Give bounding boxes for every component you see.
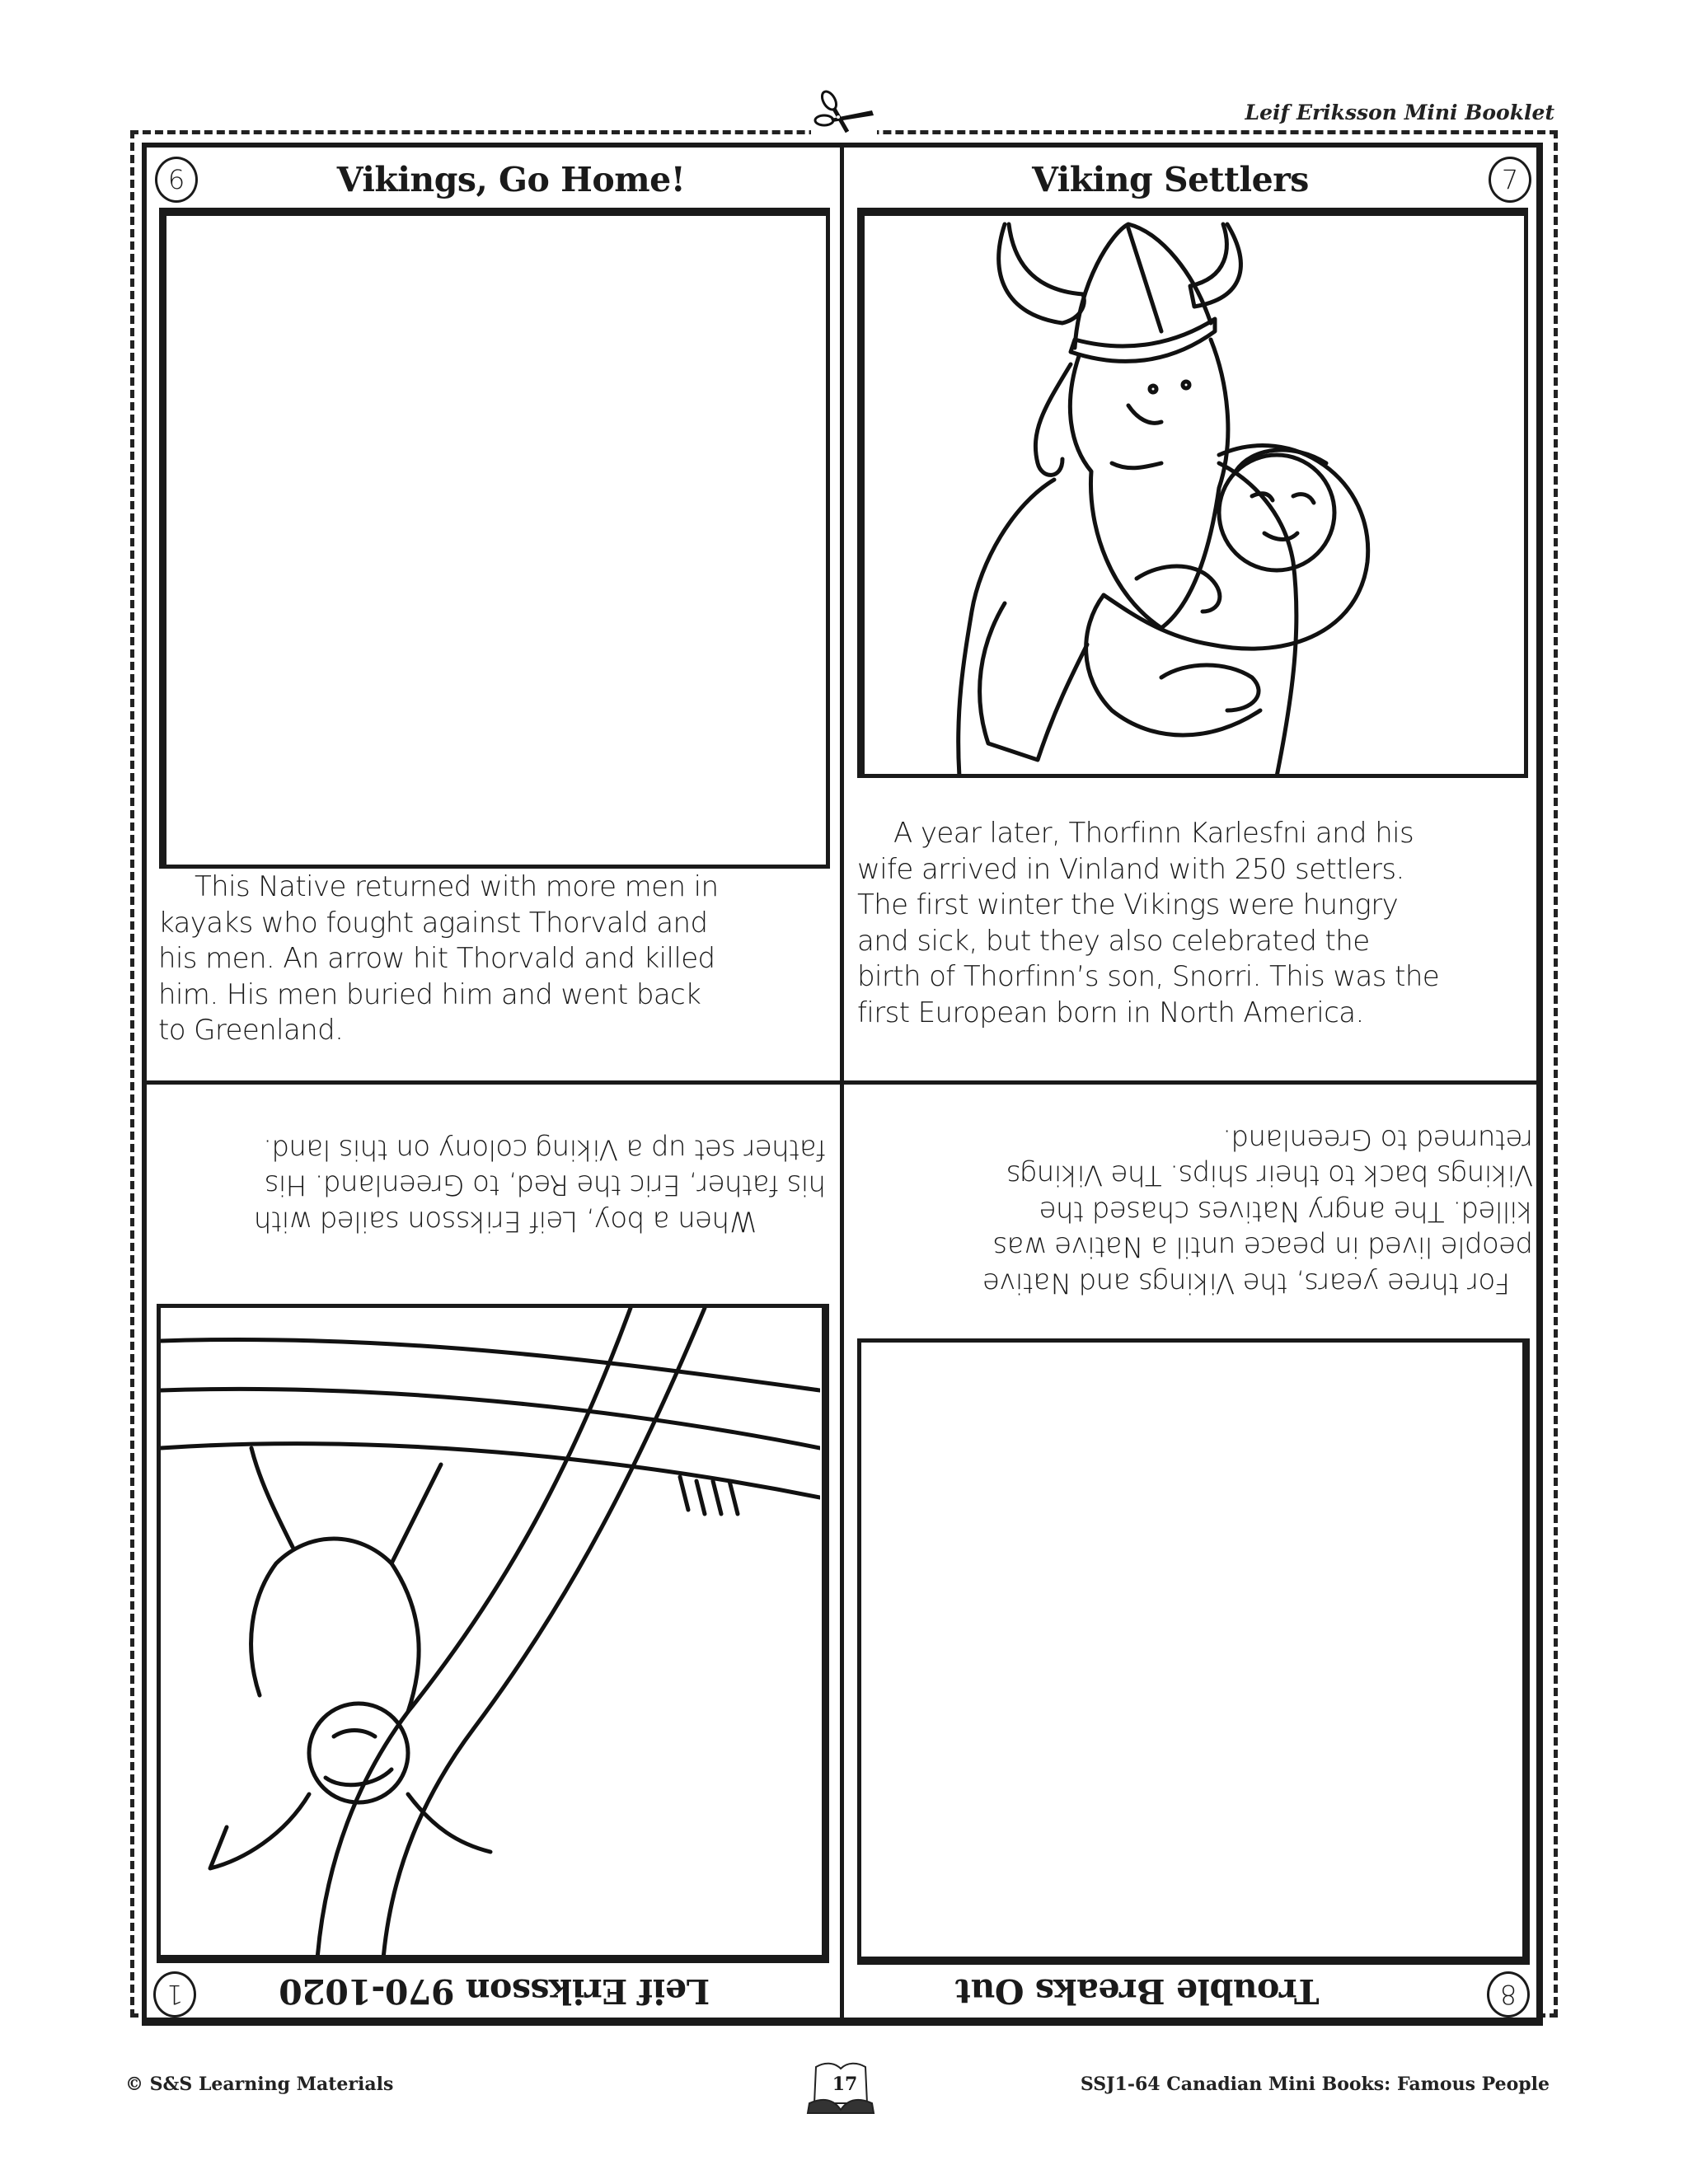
illustration-viking-with-baby [857, 208, 1528, 778]
panel-text-6: This Native returned with more men in kayaks who fought against Thorvald and his men. An arrow hit Thorvald and killed him. His men buried him and went back to Greenland. [158, 870, 719, 1047]
horizontal-divider [142, 1080, 1543, 1085]
panel-text-8: For three years, the Vikings and Native people lived in peace until a Native was killed. The angry Natives chased the Vikings back to their ships. The Vikings returned to Greenland. [982, 1122, 1533, 1300]
panel-title-trouble-breaks-out: Trouble Breaks Out [955, 1971, 1320, 2011]
illustration-young-leif-on-ship [157, 1304, 829, 1963]
page-number: 17 [832, 2074, 858, 2095]
leif-eriksson-ship-illustration [161, 1308, 820, 1959]
panel-text-7: A year later, Thorfinn Karlesfni and his wife arrived in Vinland with 250 settlers. The first winter the Vikings were hungry and sick, but they also celebrated the birth of Thorfinn’s son, Snorri. This was the first European born in North America. [857, 817, 1440, 1029]
panel-title-vikings-go-home: Vikings, Go Home! [336, 160, 686, 199]
panel-title-leif-eriksson: Leif Eriksson 970-1020 [279, 1971, 710, 2011]
series-title: SSJ1-64 Canadian Mini Books: Famous People [1080, 2074, 1550, 2095]
viking-holding-baby-illustration [865, 216, 1524, 776]
scissors-icon [811, 86, 877, 135]
page-number-badge-7: 7 [1489, 157, 1531, 203]
page-number-badge-6: 6 [155, 157, 198, 203]
copyright-notice: © S&S Learning Materials [125, 2074, 394, 2095]
drawing-box-empty-8[interactable] [857, 1338, 1530, 1965]
panel-text-1: When a boy, Leif Eriksson sailed with his father, Eric the Red, to Greenland. His father set up a Viking colony on this land. [254, 1132, 826, 1238]
page-number-book [791, 2060, 898, 2118]
booklet-title: Leif Eriksson Mini Booklet [1245, 101, 1554, 124]
page-number-badge-1: 1 [153, 1971, 196, 2018]
page-number-badge-8: 8 [1487, 1971, 1530, 2018]
drawing-box-empty[interactable] [159, 208, 830, 869]
panel-title-viking-settlers: Viking Settlers [1032, 160, 1309, 199]
